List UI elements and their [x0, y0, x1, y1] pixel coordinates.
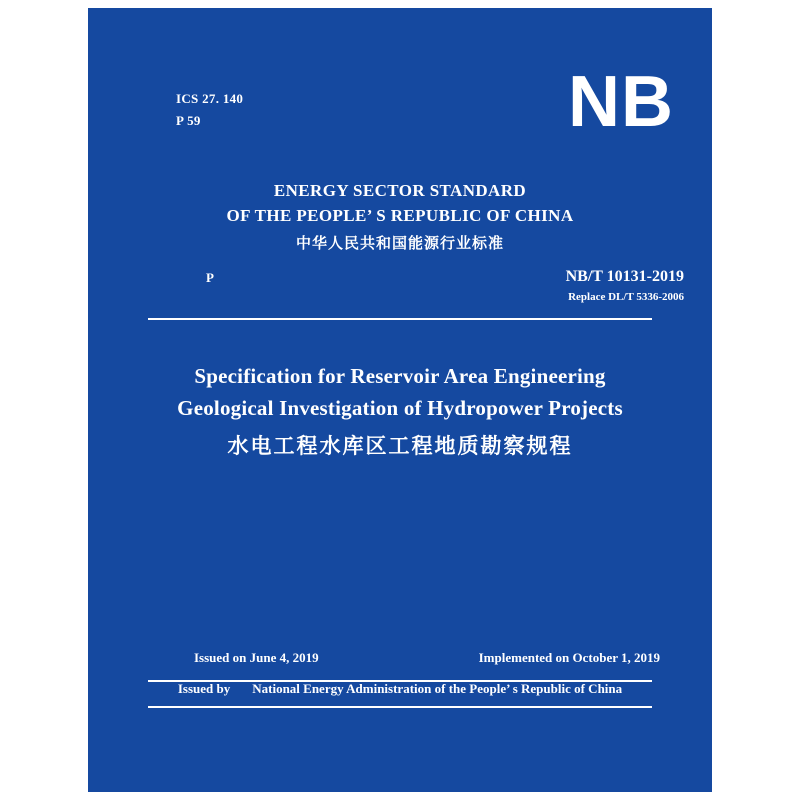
title-cn: 水电工程水库区工程地质勘察规程 — [227, 434, 573, 458]
classification-code: P 59 — [176, 113, 201, 128]
heading-cn: 中华人民共和国能源行业标准 — [295, 234, 504, 252]
issuer-row — [88, 681, 712, 697]
issued-by-org: National Energy Administration of the People’ s Republic of China — [252, 681, 623, 696]
heading-en-line2: OF THE PEOPLE’ S REPUBLIC OF CHINA — [226, 206, 574, 225]
standard-number: NB/T 10131-2019 — [565, 268, 684, 285]
code-prefix: P — [206, 270, 214, 285]
issuing-authority-heading — [88, 178, 712, 258]
title-en-line1: Specification for Reservoir Area Engineering — [194, 364, 606, 388]
implementation-date: Implemented on October 1, 2019 — [478, 650, 660, 665]
divider-bottom — [148, 706, 652, 708]
standard-cover — [88, 8, 712, 792]
replaces-note: Replace DL/T 5336-2006 — [568, 291, 684, 303]
title-en-line2: Geological Investigation of Hydropower Projects — [177, 396, 623, 420]
standard-code-block — [566, 266, 684, 306]
date-row — [88, 650, 712, 674]
divider-top — [148, 318, 652, 320]
heading-en-line1: ENERGY SECTOR STANDARD — [273, 181, 527, 200]
ics-block — [176, 88, 243, 132]
issued-by-label: Issued by — [177, 681, 231, 696]
document-title — [88, 360, 712, 468]
standard-code-row — [88, 266, 712, 312]
issued-date: Issued on June 4, 2019 — [194, 650, 319, 665]
ics-code: ICS 27. 140 — [176, 91, 244, 106]
nb-logo: NB — [568, 62, 674, 142]
